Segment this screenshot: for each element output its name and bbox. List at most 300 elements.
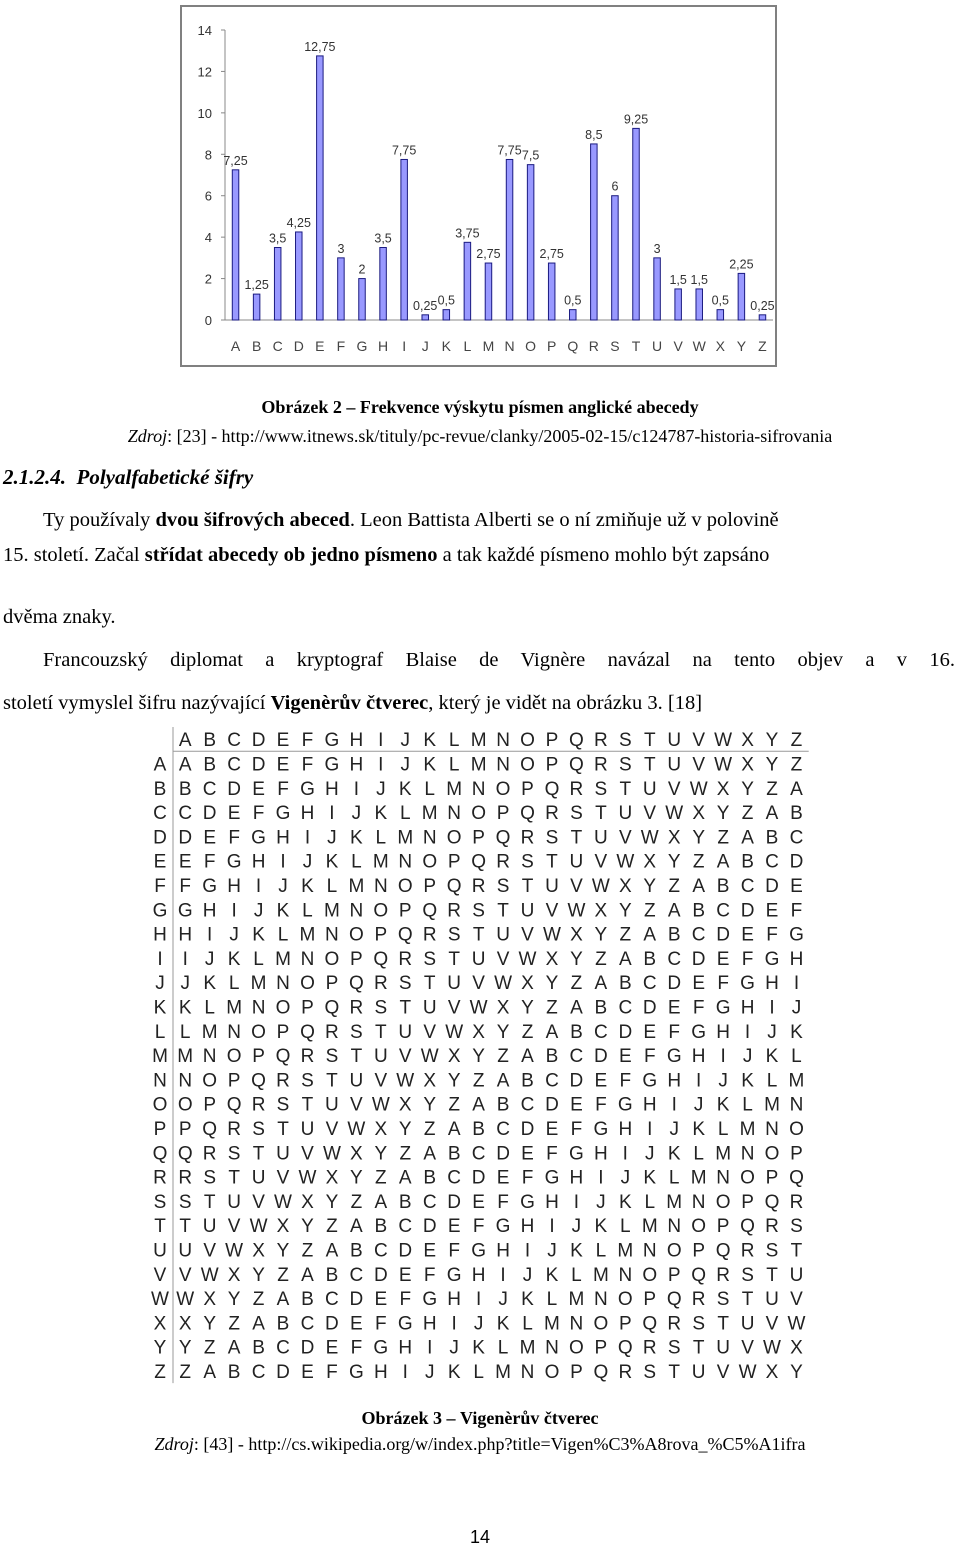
square-cell: G [177, 900, 193, 922]
square-cell: W [445, 1021, 464, 1043]
square-cell: L [473, 1361, 484, 1383]
x-tick-label: W [692, 338, 706, 354]
square-cell: P [350, 948, 363, 970]
square-cell: P [692, 1240, 706, 1262]
square-cell: C [716, 900, 730, 922]
square-cell: S [545, 827, 559, 849]
square-cell: I [329, 803, 335, 825]
square-cell: B [545, 1046, 559, 1068]
square-cell: T [203, 1191, 216, 1213]
square-cell: W [322, 1143, 341, 1165]
square-cell: Z [326, 1216, 338, 1238]
square-cell: E [692, 973, 706, 995]
square-cell: C [227, 754, 241, 776]
bar-T [633, 128, 640, 320]
square-cell: N [349, 900, 364, 922]
square-cell: V [178, 1264, 192, 1286]
square-cell: U [325, 1094, 339, 1116]
square-cell: Q [397, 924, 413, 946]
row-key-letter: D [153, 827, 167, 849]
square-cell: S [301, 1070, 314, 1092]
square-cell: Z [203, 1337, 216, 1359]
square-cell: I [622, 1143, 628, 1165]
x-tick-label: F [336, 338, 346, 354]
square-cell: O [324, 948, 340, 970]
square-cell: R [373, 973, 388, 995]
square-cell: I [280, 851, 286, 873]
x-tick-label: A [230, 338, 241, 354]
square-cell: M [592, 1264, 609, 1286]
square-cell: Z [643, 900, 656, 922]
header-letter: R [594, 730, 608, 752]
square-cell: M [788, 1070, 805, 1092]
square-cell: R [349, 997, 364, 1019]
square-cell: F [497, 1191, 509, 1213]
square-cell: M [519, 1337, 536, 1359]
square-cell: J [376, 778, 386, 800]
square-cell: H [373, 1361, 388, 1383]
bar-A [232, 170, 239, 320]
bar-value-label: 1,5 [690, 272, 708, 287]
square-cell: D [300, 1337, 315, 1359]
square-cell: K [374, 803, 388, 825]
square-cell: H [667, 1070, 682, 1092]
bar-X [717, 310, 724, 320]
square-cell: Z [595, 948, 607, 970]
y-tick-label: 4 [204, 230, 212, 246]
square-cell: F [448, 1240, 460, 1262]
figure2-caption-label: Obrázek 2 [261, 397, 342, 417]
square-cell: I [793, 973, 800, 995]
square-cell: O [666, 1240, 682, 1262]
square-cell: J [596, 1191, 606, 1213]
square-cell: C [789, 827, 804, 849]
square-cell: V [667, 778, 681, 800]
header-letter: B [203, 730, 217, 752]
square-cell: M [372, 851, 389, 873]
square-cell: L [644, 1191, 656, 1213]
bar-value-label: 0,5 [437, 293, 456, 308]
square-cell: N [789, 1094, 804, 1116]
row-key-letter: U [153, 1240, 167, 1262]
square-cell: N [642, 1240, 657, 1262]
square-cell: R [569, 778, 584, 800]
square-cell: U [716, 1337, 730, 1359]
bar-L [464, 242, 471, 320]
x-tick-label: U [652, 338, 663, 354]
square-cell: H [251, 851, 266, 873]
x-tick-label: J [421, 338, 429, 354]
square-cell: U [300, 1118, 315, 1140]
square-cell: T [692, 1337, 705, 1359]
square-cell: J [547, 1240, 557, 1262]
square-cell: X [692, 803, 706, 825]
square-cell: W [298, 1167, 317, 1189]
square-cell: V [716, 1361, 730, 1383]
square-cell: F [790, 900, 803, 922]
square-cell: F [643, 1046, 656, 1068]
square-cell: J [302, 851, 313, 873]
bar-R [591, 144, 598, 320]
square-cell: O [691, 1216, 707, 1238]
square-cell: I [207, 924, 213, 946]
header-letter: A [178, 730, 192, 752]
square-cell: A [374, 1191, 388, 1213]
square-cell: V [447, 997, 461, 1019]
square-cell: E [667, 997, 681, 1019]
square-cell: Y [374, 1143, 388, 1165]
square-cell: Q [569, 754, 584, 776]
square-cell: Q [691, 1264, 707, 1286]
square-cell: F [350, 1337, 363, 1359]
square-cell: L [448, 754, 460, 776]
square-cell: Z [692, 851, 705, 873]
square-cell: F [301, 754, 314, 776]
square-cell: O [617, 1289, 633, 1311]
square-cell: C [642, 973, 657, 995]
square-cell: F [179, 875, 192, 897]
square-cell: O [789, 1118, 804, 1140]
square-cell: Y [472, 1046, 485, 1068]
square-cell: K [521, 1289, 534, 1311]
square-cell: O [251, 1021, 266, 1043]
row-key-letter: Q [152, 1143, 168, 1165]
square-cell: J [522, 1264, 533, 1286]
header-letter: N [496, 730, 510, 752]
square-cell: Z [448, 1094, 460, 1116]
square-cell: Q [300, 1021, 315, 1043]
square-cell: P [423, 875, 437, 897]
header-letter: I [378, 730, 384, 752]
square-cell: U [251, 1167, 266, 1189]
header-letter: S [618, 730, 632, 752]
square-cell: T [741, 1289, 754, 1311]
square-cell: J [620, 1167, 631, 1189]
square-cell: W [763, 1337, 781, 1359]
square-cell: Y [350, 1167, 363, 1189]
square-cell: V [276, 1167, 290, 1189]
bar-C [274, 248, 281, 321]
square-cell: Y [618, 900, 632, 922]
square-cell: V [618, 827, 632, 849]
square-cell: G [422, 1289, 438, 1311]
header-letter: H [349, 730, 364, 752]
row-key-letter: F [154, 875, 166, 897]
page-number: 14 [469, 1527, 491, 1547]
square-cell: V [765, 1313, 779, 1335]
square-cell: U [520, 900, 535, 922]
square-cell: S [374, 997, 388, 1019]
square-cell: D [447, 1191, 462, 1213]
square-cell: U [765, 1289, 779, 1311]
square-cell: G [544, 1167, 560, 1189]
row-key-letter: N [153, 1070, 167, 1092]
square-cell: J [229, 924, 239, 946]
square-cell: Q [348, 973, 364, 995]
bar-value-label: 0,25 [413, 298, 438, 313]
square-cell: W [640, 827, 659, 849]
square-cell: B [374, 1216, 388, 1238]
square-cell: X [423, 1070, 437, 1092]
square-cell: V [203, 1240, 217, 1262]
square-cell: E [594, 1070, 608, 1092]
square-cell: S [350, 1021, 363, 1043]
para1-line1 [43, 505, 779, 535]
square-cell: H [325, 778, 339, 800]
square-cell: G [520, 1191, 535, 1213]
square-cell: N [667, 1216, 682, 1238]
square-cell: P [178, 1118, 192, 1140]
square-cell: Q [617, 1337, 633, 1359]
square-cell: C [251, 1361, 266, 1383]
square-cell: M [397, 827, 414, 849]
square-cell: E [227, 803, 241, 825]
square-cell: Q [446, 875, 462, 897]
square-cell: F [203, 851, 216, 873]
square-cell: U [496, 924, 510, 946]
square-cell: W [396, 1070, 415, 1092]
square-cell: L [693, 1143, 704, 1165]
square-cell: Z [423, 1118, 436, 1140]
para1-text: Ty používaly [43, 509, 156, 531]
square-cell: P [765, 1167, 779, 1189]
square-cell: F [375, 1313, 387, 1335]
square-cell: M [690, 1167, 707, 1189]
square-cell: H [716, 1021, 730, 1043]
square-cell: V [790, 1289, 803, 1311]
square-cell: Y [790, 1361, 803, 1383]
square-cell: N [398, 851, 413, 873]
row-key-letter: L [154, 1021, 166, 1043]
square-cell: Y [178, 1337, 192, 1359]
row-key-letter: C [153, 803, 167, 825]
square-cell: C [349, 1264, 364, 1286]
square-cell: M [568, 1289, 585, 1311]
square-cell: K [178, 997, 192, 1019]
square-cell: X [398, 1094, 412, 1116]
square-cell: J [327, 827, 337, 849]
square-cell: B [692, 900, 706, 922]
square-cell: S [276, 1094, 290, 1116]
bar-value-label: 9,25 [623, 112, 649, 127]
square-cell: I [378, 754, 384, 776]
square-cell: D [471, 1167, 486, 1189]
square-cell: T [570, 827, 583, 849]
square-cell: U [178, 1240, 193, 1262]
square-cell: I [255, 875, 262, 897]
header-letter: P [545, 730, 559, 752]
square-cell: K [398, 778, 412, 800]
square-cell: G [446, 1264, 462, 1286]
square-cell: A [227, 1337, 241, 1359]
square-cell: X [325, 1167, 339, 1189]
square-cell: H [765, 973, 779, 995]
square-cell: R [667, 1313, 682, 1335]
square-cell: L [228, 973, 240, 995]
bar-value-label: 0,5 [711, 293, 730, 308]
square-cell: E [325, 1337, 339, 1359]
square-cell: E [203, 827, 217, 849]
x-tick-label: R [588, 338, 599, 354]
square-cell: M [275, 948, 291, 970]
square-cell: C [471, 1143, 486, 1165]
square-cell: F [399, 1289, 412, 1311]
x-tick-label: D [293, 338, 304, 354]
square-cell: A [716, 851, 730, 873]
para1-text: dvěma znaky. [3, 606, 116, 628]
square-cell: C [691, 924, 706, 946]
square-cell: A [472, 1094, 485, 1116]
square-cell: M [739, 1118, 756, 1140]
bar-E [317, 56, 324, 320]
square-cell: Z [497, 1046, 509, 1068]
square-cell: P [301, 997, 314, 1019]
square-cell: I [500, 1264, 506, 1286]
bar-value-label: 1,25 [244, 278, 269, 293]
square-cell: Q [642, 1313, 658, 1335]
square-cell: V [301, 1143, 314, 1165]
square-cell: E [398, 1264, 412, 1286]
square-cell: K [594, 1216, 608, 1238]
square-cell: R [789, 1191, 804, 1213]
figure2-source [0, 426, 960, 447]
square-cell: C [520, 1094, 535, 1116]
square-cell: F [423, 1264, 436, 1286]
square-cell: Y [716, 803, 730, 825]
header-letter: X [741, 730, 754, 752]
square-cell: U [594, 827, 608, 849]
x-tick-label: M [482, 338, 495, 354]
square-cell: C [276, 1337, 290, 1359]
square-cell: D [325, 1313, 339, 1335]
bar-value-label: 3 [337, 241, 345, 256]
square-cell: I [720, 1046, 726, 1068]
square-cell: R [740, 1240, 755, 1262]
square-cell: V [423, 1021, 437, 1043]
square-cell: T [350, 1046, 363, 1068]
square-cell: T [301, 1094, 314, 1116]
para2-text: století vymyslel šifru nazývající [3, 692, 271, 714]
square-cell: B [398, 1191, 412, 1213]
x-tick-label: N [504, 338, 515, 354]
square-cell: O [740, 1167, 755, 1189]
square-cell: K [227, 948, 241, 970]
square-cell: M [446, 778, 463, 800]
square-cell: V [227, 1216, 241, 1238]
square-cell: Y [276, 1240, 290, 1262]
square-cell: E [472, 1191, 485, 1213]
square-cell: J [278, 875, 288, 897]
square-cell: G [642, 1070, 658, 1092]
square-cell: M [324, 900, 340, 922]
section-number: 2.1.2.4. [3, 465, 66, 489]
square-cell: X [374, 1118, 388, 1140]
bar-value-label: 0,5 [564, 293, 582, 308]
bar-value-label: 12,75 [304, 39, 336, 54]
square-cell: J [571, 1216, 582, 1238]
bar-K [443, 310, 450, 320]
square-cell: S [496, 875, 510, 897]
square-cell: O [275, 997, 291, 1019]
square-cell: I [671, 1094, 677, 1116]
square-cell: M [715, 1143, 732, 1165]
square-cell: K [252, 924, 265, 946]
row-key-letter: T [154, 1216, 166, 1238]
square-cell: T [619, 778, 632, 800]
square-cell: Y [765, 754, 779, 776]
square-cell: I [353, 778, 360, 800]
square-cell: R [251, 1094, 266, 1116]
square-cell: L [717, 1118, 729, 1140]
square-cell: W [225, 1240, 244, 1262]
square-cell: N [325, 924, 339, 946]
square-cell: Z [472, 1070, 485, 1092]
x-tick-label: K [441, 338, 451, 354]
square-cell: E [741, 924, 754, 946]
square-cell: Y [227, 1289, 241, 1311]
square-cell: A [570, 997, 583, 1019]
square-cell: Q [520, 803, 535, 825]
x-tick-label: I [402, 338, 407, 354]
square-cell: O [422, 851, 438, 873]
square-cell: S [790, 1216, 803, 1238]
square-cell: D [398, 1240, 413, 1262]
bar-value-label: 7,75 [391, 143, 417, 158]
square-cell: Y [594, 924, 608, 946]
square-cell: P [643, 1289, 657, 1311]
row-key-letter: G [152, 900, 168, 922]
square-cell: N [422, 827, 437, 849]
square-cell: P [667, 1264, 681, 1286]
para1-text: a tak každé písmeno mohlo být zapsáno [437, 544, 770, 566]
square-cell: K [716, 1094, 730, 1116]
square-cell: G [300, 778, 315, 800]
square-cell: A [496, 1070, 510, 1092]
bar-P [548, 263, 555, 320]
square-cell: G [715, 997, 731, 1019]
square-cell: Q [544, 778, 560, 800]
square-cell: N [716, 1167, 730, 1189]
square-cell: T [643, 754, 656, 776]
bar-H [380, 248, 387, 321]
square-cell: Y [252, 1264, 265, 1286]
x-tick-label: G [356, 338, 368, 354]
square-cell: A [398, 1167, 412, 1189]
square-cell: W [787, 1313, 806, 1335]
square-cell: V [252, 1191, 265, 1213]
square-cell: M [250, 973, 267, 995]
square-cell: Y [570, 948, 583, 970]
vigenere-square [147, 727, 813, 1393]
square-cell: S [618, 754, 632, 776]
square-cell: Y [741, 778, 754, 800]
square-cell: Y [496, 1021, 510, 1043]
square-cell: B [790, 803, 803, 825]
square-cell: R [594, 754, 608, 776]
square-cell: R [325, 1021, 339, 1043]
square-cell: Y [301, 1216, 314, 1238]
square-cell: P [716, 1216, 730, 1238]
square-cell: W [591, 875, 610, 897]
bar-Y [738, 273, 745, 320]
square-cell: R [642, 1337, 657, 1359]
figure2-caption-text: Frekvence výskytu písmen anglické abecedy [359, 397, 699, 417]
square-cell: S [472, 900, 485, 922]
square-cell: S [178, 1191, 192, 1213]
square-cell: Q [593, 1361, 609, 1383]
square-cell: O [348, 924, 364, 946]
square-cell: X [472, 1021, 485, 1043]
